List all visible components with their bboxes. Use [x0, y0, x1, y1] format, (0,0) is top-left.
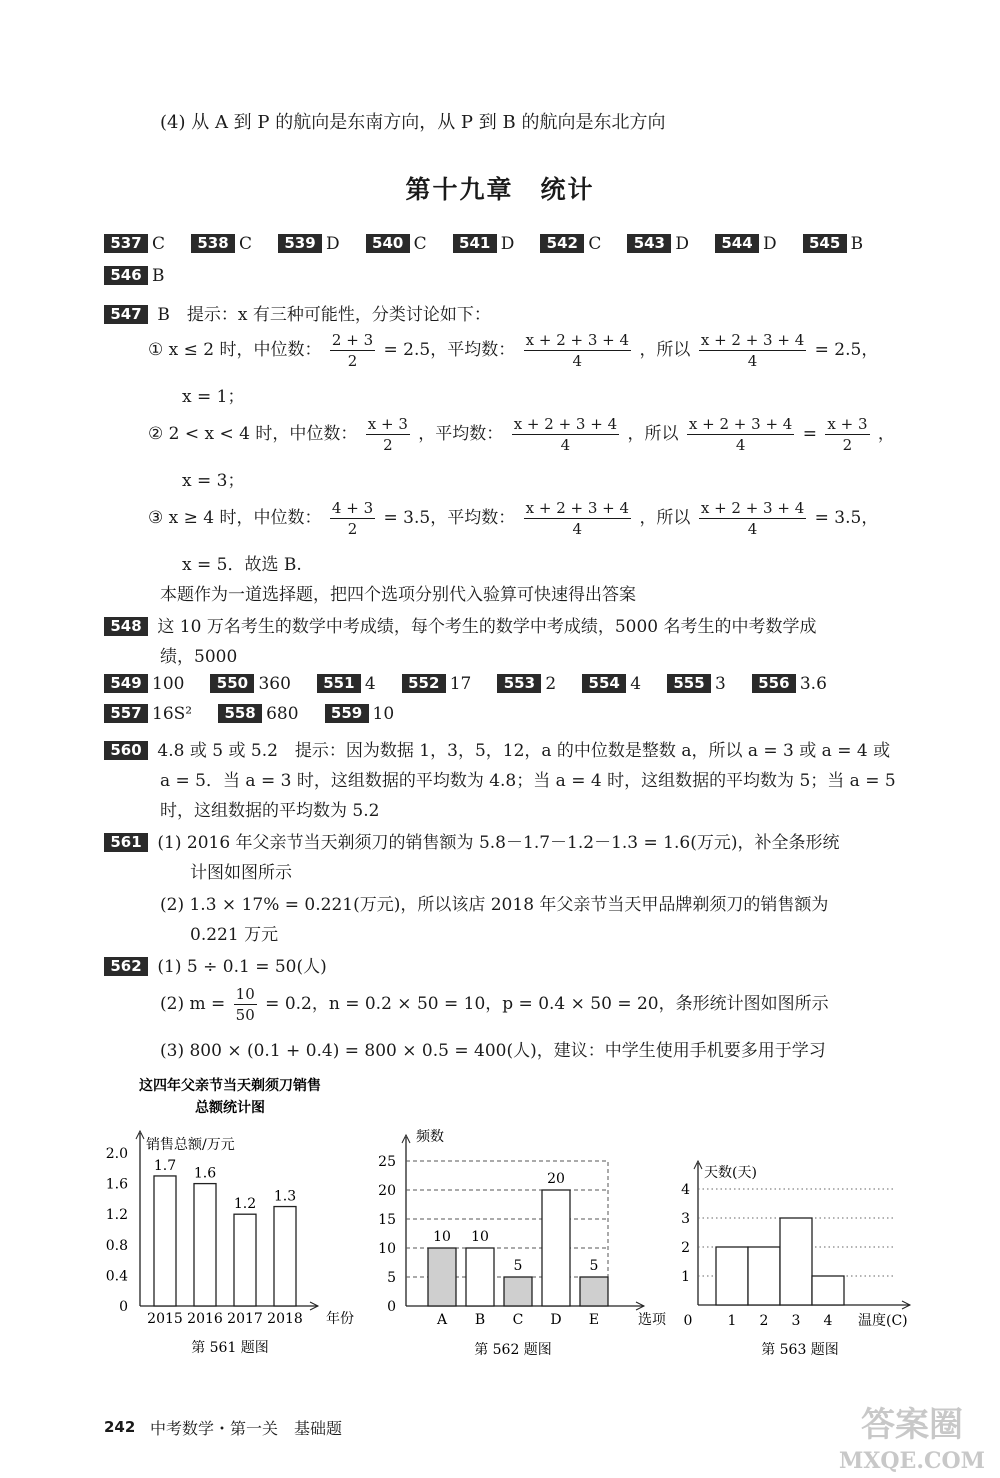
y-tick-label: 10 — [378, 1241, 396, 1257]
x-axis-label: 年份 — [326, 1311, 354, 1327]
bar-value-label: 1.7 — [153, 1157, 177, 1174]
answer-text: B — [850, 234, 864, 254]
q561-badge: 561 — [104, 833, 148, 852]
fraction: $\frac{4 + 3}{2}$ — [331, 499, 374, 538]
bar — [812, 1276, 844, 1305]
q562-text-1: (1) 5 ÷ 0.1 = 50(人) — [157, 957, 327, 977]
q547-case1-result: x = 1； — [182, 387, 245, 407]
fraction: $\frac{x + 2 + 3 + 4}{4}$ — [525, 499, 630, 538]
x-tick-label: A — [436, 1312, 448, 1328]
y-tick-label: 4 — [681, 1182, 690, 1198]
fraction: $\frac{x + 3}{2}$ — [367, 415, 408, 454]
page-number: 242 — [104, 1418, 136, 1436]
watermark-bottom: MXQE.COM — [838, 1448, 986, 1474]
bar-value-label: 5 — [589, 1258, 599, 1274]
question-number-badge: 542 — [540, 234, 584, 253]
question-number-badge: 550 — [210, 674, 254, 693]
x-tick-label: B — [474, 1312, 486, 1328]
intro-line: (4) 从 A 到 P 的航向是东南方向，从 P 到 B 的航向是东北方向 — [160, 112, 666, 133]
chart-title-line1: 这四年父亲节当天剃须刀销售 — [139, 1078, 321, 1094]
question-number-badge: 559 — [325, 704, 369, 723]
answer-text: 16S² — [152, 704, 193, 724]
x-tick-label: 1 — [727, 1313, 737, 1329]
question-number-badge: 556 — [752, 674, 796, 693]
question-number-badge: 555 — [667, 674, 711, 693]
answer-item — [104, 266, 165, 286]
bar — [428, 1248, 456, 1306]
q547-badge: 547 — [104, 305, 148, 324]
answers-row-4 — [104, 704, 420, 724]
bar — [194, 1184, 216, 1306]
answer-text: 360 — [258, 674, 291, 694]
q547-case3-mid: ，所以 — [639, 508, 691, 528]
fraction: $\frac{x + 2 + 3 + 4}{4}$ — [513, 415, 618, 454]
x-tick-label: D — [550, 1312, 562, 1328]
q547-head — [104, 300, 491, 325]
chapter-title: 第十九章 统计 — [405, 175, 595, 204]
bar-value-label: 20 — [547, 1171, 565, 1187]
chart-caption: 第 563 题图 — [761, 1342, 839, 1358]
answer-item — [497, 674, 556, 694]
q547-case1-mid: ，所以 — [639, 340, 691, 360]
answer-item — [627, 234, 689, 254]
y-tick-label: 20 — [378, 1183, 396, 1199]
question-number-badge: 539 — [278, 234, 322, 253]
x-axis-label: 温度(C) — [858, 1313, 908, 1329]
question-number-badge: 537 — [104, 234, 148, 253]
answer-item — [104, 704, 192, 724]
question-number-badge: 544 — [715, 234, 759, 253]
question-number-badge: 546 — [104, 266, 148, 285]
q547-note: 本题作为一道选择题，把四个选项分别代入验算可快速得出答案 — [160, 585, 636, 605]
bar — [748, 1247, 780, 1305]
answer-text: D — [675, 234, 689, 254]
answer-text: D — [762, 234, 777, 254]
answer-text: D — [500, 234, 515, 254]
bar — [580, 1277, 608, 1306]
y-tick-label: 5 — [387, 1270, 396, 1286]
y-tick-label: 1 — [681, 1269, 690, 1285]
question-number-badge: 540 — [366, 234, 410, 253]
bar — [542, 1190, 570, 1306]
bar — [780, 1218, 812, 1305]
answer-text: B — [152, 266, 165, 286]
y-tick-label: 0.8 — [105, 1237, 128, 1254]
answer-item — [191, 234, 252, 254]
answer-item — [210, 674, 290, 694]
x-axis-label: 选项 — [638, 1312, 666, 1328]
answer-item — [582, 674, 641, 694]
answer-item — [667, 674, 726, 694]
q548-line1 — [104, 612, 817, 637]
fraction: $\frac{10}{50}$ — [235, 985, 255, 1024]
q560-badge: 560 — [104, 741, 148, 760]
q562-line1 — [104, 952, 327, 977]
answer-text: 17 — [449, 674, 472, 694]
answer-item — [325, 704, 395, 724]
bar-value-label: 10 — [471, 1229, 489, 1245]
x-tick-label: E — [588, 1312, 600, 1328]
q560-text-1: 4.8 或 5 或 5.2 提示：因为数据 1，3，5，12，a 的中位数是整数 a，所以 a = 3 或 a = 4 或 — [157, 741, 891, 761]
x-tick-label: 0 — [683, 1313, 693, 1329]
q562-line2 — [160, 984, 829, 1025]
chart-562 — [368, 1120, 666, 1370]
bar-value-label: 10 — [433, 1229, 451, 1245]
y-tick-label: 2 — [681, 1240, 690, 1256]
fraction: $\frac{x + 2 + 3 + 4}{4}$ — [700, 331, 805, 370]
answer-text: C — [588, 234, 602, 254]
y-axis-label: 销售总额/万元 — [146, 1137, 235, 1153]
x-tick-label: C — [512, 1312, 524, 1328]
question-number-badge: 558 — [218, 704, 262, 723]
q547-case3-after: = 3.5，平均数： — [383, 508, 516, 528]
answer-text: 4 — [364, 674, 376, 694]
answer-item — [104, 674, 184, 694]
q561-line1 — [104, 828, 839, 853]
answer-item — [218, 704, 298, 724]
fraction: $\frac{x + 2 + 3 + 4}{4}$ — [688, 415, 793, 454]
answer-item — [317, 674, 376, 694]
x-tick-label: 2 — [759, 1313, 769, 1329]
question-number-badge: 538 — [191, 234, 235, 253]
bar-value-label: 1.2 — [233, 1196, 257, 1213]
q560-line3: 时，这组数据的平均数为 5.2 — [160, 801, 380, 821]
q561-line2: 计图如图所示 — [190, 863, 292, 883]
q547-case2-mid: ，所以 — [627, 424, 679, 444]
fraction: $\frac{2 + 3}{2}$ — [331, 331, 374, 370]
q548-badge: 548 — [104, 617, 148, 636]
bar-value-label: 1.6 — [193, 1165, 217, 1182]
y-axis-label: 频数 — [416, 1129, 444, 1145]
y-tick-label: 15 — [378, 1212, 396, 1228]
q547-case1-after: = 2.5，平均数： — [383, 340, 516, 360]
y-axis-label: 天数(天) — [704, 1165, 757, 1181]
watermark-top: 答案圈 — [861, 1405, 963, 1445]
y-tick-label: 0.4 — [105, 1268, 128, 1285]
q561-text-1: (1) 2016 年父亲节当天剃须刀的销售额为 5.8－1.7－1.2－1.3 = 1.6(万元)，补全条形统 — [157, 833, 840, 853]
question-number-badge: 545 — [803, 234, 847, 253]
answer-item — [803, 234, 864, 254]
answer-item — [104, 234, 165, 254]
q547-case1-prefix: ① x ≤ 2 时，中位数： — [148, 340, 322, 360]
x-tick-label: 2018 — [267, 1311, 303, 1327]
q560-line1 — [104, 736, 890, 761]
question-number-badge: 543 — [627, 234, 671, 253]
chart-title-line2: 总额统计图 — [195, 1100, 265, 1116]
answers-row-3 — [104, 674, 853, 694]
q548-text-1: 这 10 万名考生的数学中考成绩，每个考生的数学中考成绩，5000 名考生的中考数学成 — [157, 617, 817, 637]
answer-text: 3 — [715, 674, 726, 694]
q562-text-2a: (2) m = — [160, 994, 226, 1014]
y-tick-label: 1.2 — [105, 1207, 128, 1224]
y-tick-label: 0 — [119, 1299, 128, 1315]
q547-case2-after: ，平均数： — [418, 424, 504, 444]
answer-item — [278, 234, 340, 254]
watermark-logo — [830, 1400, 995, 1475]
answer-text: 10 — [372, 704, 395, 724]
bar — [466, 1248, 494, 1306]
answer-text: C — [413, 234, 427, 254]
answer-text: 3.6 — [799, 674, 827, 694]
answer-text: 2 — [545, 674, 557, 694]
answer-item — [402, 674, 472, 694]
question-number-badge: 552 — [402, 674, 446, 693]
bar — [234, 1214, 256, 1306]
q547-case3-prefix: ③ x ≥ 4 时，中位数： — [148, 508, 322, 528]
q547-case2-end: ， — [877, 424, 895, 444]
fraction: $\frac{x + 2 + 3 + 4}{4}$ — [700, 499, 805, 538]
question-number-badge: 553 — [497, 674, 541, 693]
y-tick-label: 0 — [387, 1299, 396, 1315]
x-tick-label: 4 — [823, 1313, 833, 1329]
q547-case2-prefix: ② 2 < x < 4 时，中位数： — [148, 424, 358, 444]
q547-case3-end: = 3.5， — [814, 508, 879, 528]
q560-line2: a = 5．当 a = 3 时，这组数据的平均数为 4.8；当 a = 4 时，这组数据的平均数为 5；当 a = 5 — [160, 771, 896, 791]
answer-item — [715, 234, 777, 254]
y-tick-label: 1.6 — [105, 1176, 128, 1193]
answer-text: C — [152, 234, 166, 254]
q561-line4: 0.221 万元 — [190, 925, 279, 945]
answer-item — [752, 674, 827, 694]
q562-badge: 562 — [104, 957, 148, 976]
fraction: $\frac{x + 2 + 3 + 4}{4}$ — [525, 331, 630, 370]
x-tick-label: 2016 — [187, 1311, 223, 1327]
q547-case3-result: x = 5．故选 B. — [182, 555, 302, 575]
answers-row-2 — [104, 266, 191, 286]
q562-line3: (3) 800 × (0.1 + 0.4) = 800 × 0.5 = 400(人)，建议：中学生使用手机要多用于学习 — [160, 1041, 826, 1061]
x-tick-label: 2017 — [227, 1311, 263, 1327]
q548-line2: 绩，5000 — [160, 647, 238, 667]
question-number-badge: 557 — [104, 704, 148, 723]
q547-case2 — [148, 414, 895, 455]
q547-hint: B 提示：x 有三种可能性，分类讨论如下： — [157, 305, 491, 325]
x-tick-label: 2015 — [147, 1311, 183, 1327]
bar-value-label: 1.3 — [273, 1188, 297, 1205]
bar — [154, 1176, 176, 1306]
bar — [274, 1207, 296, 1306]
y-tick-label: 3 — [681, 1211, 690, 1227]
bar-value-label: 5 — [513, 1258, 523, 1274]
chart-563 — [670, 1150, 930, 1370]
answer-text: 4 — [630, 674, 642, 694]
answer-item — [453, 234, 515, 254]
x-tick-label: 3 — [791, 1313, 801, 1329]
question-number-badge: 554 — [582, 674, 626, 693]
q547-case2-eq: = — [802, 424, 817, 444]
q562-text-2b: = 0.2，n = 0.2 × 50 = 10，p = 0.4 × 50 = 20，条形统计图如图所示 — [265, 994, 829, 1014]
chart-caption: 第 562 题图 — [474, 1342, 552, 1358]
bar — [716, 1247, 748, 1305]
y-tick-label: 2.0 — [105, 1146, 128, 1162]
q547-case1 — [148, 330, 878, 371]
answer-text: D — [326, 234, 340, 254]
answer-text: C — [239, 234, 253, 254]
chart-caption: 第 561 题图 — [191, 1340, 269, 1356]
question-number-badge: 549 — [104, 674, 148, 693]
answer-text: 680 — [266, 704, 299, 724]
fraction: $\frac{x + 3}{2}$ — [827, 415, 868, 454]
q561-line3: (2) 1.3 × 17% = 0.221(万元)，所以该店 2018 年父亲节当天甲品牌剃须刀的销售额为 — [160, 895, 829, 915]
y-tick-label: 25 — [378, 1154, 396, 1170]
q547-case2-result: x = 3； — [182, 471, 245, 491]
footer-text: 中考数学・第一关 基础题 — [150, 1419, 343, 1438]
chart-561 — [100, 1072, 370, 1372]
q547-case3 — [148, 498, 878, 539]
answer-item — [366, 234, 427, 254]
question-number-badge: 541 — [453, 234, 497, 253]
q547-case1-end: = 2.5， — [814, 340, 879, 360]
question-number-badge: 551 — [317, 674, 361, 693]
answers-row-1 — [104, 234, 889, 254]
answer-text: 100 — [152, 674, 185, 694]
bar — [504, 1277, 532, 1306]
answer-item — [540, 234, 601, 254]
